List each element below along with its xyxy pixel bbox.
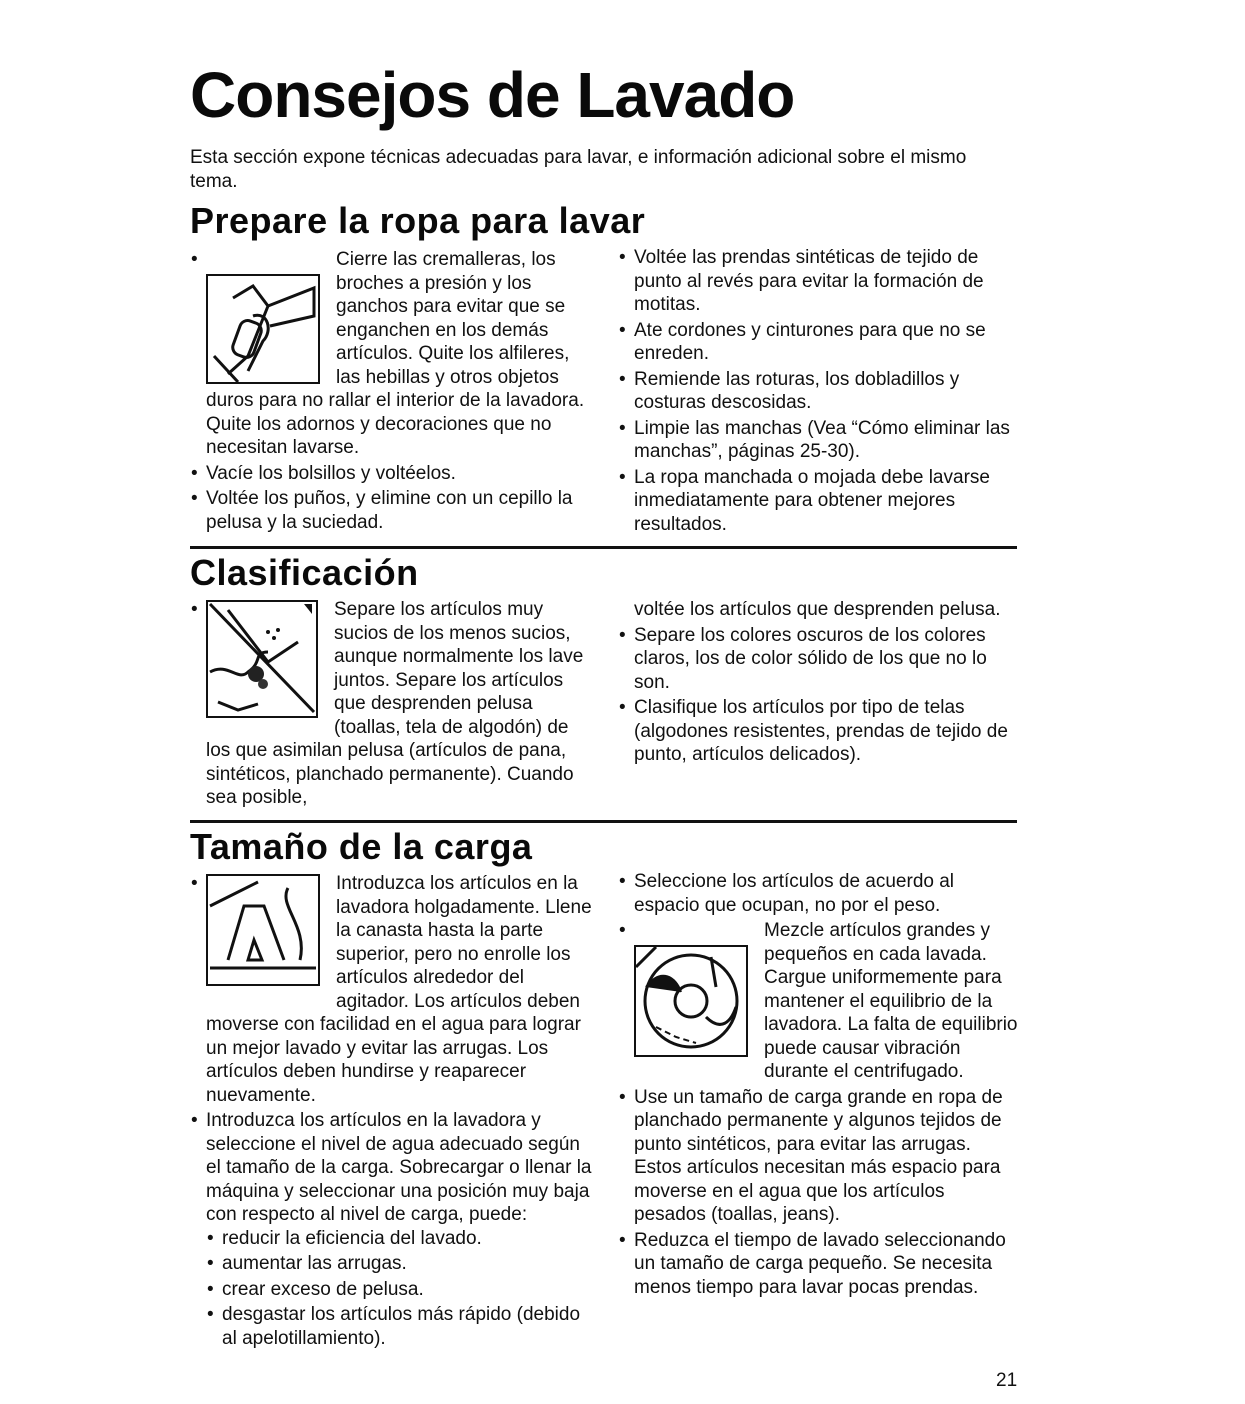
- heading-prepare: Prepare la ropa para lavar: [190, 200, 646, 241]
- list-item: • Seleccione los artículos de acuerdo al espacio que ocupan, no por el peso.: [618, 870, 1018, 917]
- page-number: 21: [996, 1370, 1018, 1391]
- list-item: • La ropa manchada o mojada debe lavarse inmediatamente para obtener mejores resultados.: [618, 466, 1018, 537]
- list-item: • Voltée los puños, y elimine con un cepillo la pelusa y la suciedad.: [190, 487, 590, 534]
- list-item: • Voltée las prendas sintéticas de tejido de punto al revés para evitar la formación de motitas.: [618, 246, 1018, 317]
- sorting-illustration: [206, 600, 318, 718]
- list-item: • Introduzca los artículos en la lavadora y seleccione el nivel de agua adecuado según el tamaño de la carga. Sobrecargar o llenar la máquina y seleccionar una posición muy baja con respecto al nivel de carga, puede: • reducir la eficiencia del lavado. • aumentar las arrugas. • crear exceso de pelusa. • desgastar los artículos más rápido (debido al apelotillamiento).: [190, 1109, 600, 1350]
- list-item: • Reduzca el tiempo de lavado seleccionando un tamaño de carga pequeño. Se necesita menos tiempo para lavar pocas prendas.: [618, 1229, 1018, 1300]
- section-divider: [190, 546, 1017, 549]
- agitator-illustration: [634, 945, 748, 1057]
- clasificacion-right-column: [618, 598, 1018, 769]
- sub-item: • reducir la eficiencia del lavado.: [206, 1227, 600, 1251]
- list-item: • Cierre las cremalleras, los broches a presión y los ganchos para evitar que se enganchen en los demás artículos. Quite los alfileres, las hebillas y otros objetos duros para no rallar el interior de la lavadora. Quite los adornos y decoraciones que no necesitan lavarse.: [190, 248, 590, 460]
- prepare-right-column: [618, 246, 1018, 538]
- list-item: • Mezcle artículos grandes y pequeños en cada lavada. Cargue uniformemente para mantener el equilibrio de la lavadora. La falta de equilibrio puede causar vibración durante el centrifugado.: [618, 919, 1018, 1084]
- continued-text: voltée los artículos que desprenden pelusa.: [634, 599, 1001, 620]
- list-item: • Separe los artículos muy sucios de los menos sucios, aunque normalmente los lave juntos. Separe los artículos que desprenden pelusa (toallas, tela de algodón) de los que asimilan pelusa (artículos de pana, sintéticos, planchado permanente). Cuando sea posible,: [190, 598, 590, 810]
- list-item: • Limpie las manchas (Vea “Cómo eliminar las manchas”, páginas 25-30).: [618, 417, 1018, 464]
- prepare-left-column: [190, 248, 590, 536]
- zipper-illustration: [206, 274, 320, 384]
- sub-item: • aumentar las arrugas.: [206, 1252, 600, 1276]
- heading-clasificacion: Clasificación: [190, 552, 419, 593]
- intro-text: Esta sección expone técnicas adecuadas para lavar, e información adicional sobre el mismo tema.: [190, 147, 967, 192]
- list-item: • Clasifique los artículos por tipo de telas (algodones resistentes, prendas de tejido de punto, artículos delicados).: [618, 696, 1018, 767]
- page-title: Consejos de Lavado: [190, 59, 795, 131]
- carga-left-column: [190, 872, 600, 1352]
- list-item: • Introduzca los artículos en la lavadora holgadamente. Llene la canasta hasta la parte superior, pero no enrolle los artículos alrededor del agitador. Los artículos deben moverse con facilidad en el agua para lograr un mejor lavado y evitar las arrugas. Los artículos deben hundirse y reaparecer nuevamente.: [190, 872, 600, 1107]
- clasificacion-left-column: [190, 598, 590, 812]
- list-item: • Ate cordones y cinturones para que no se enreden.: [618, 319, 1018, 366]
- heading-carga: Tamaño de la carga: [190, 826, 533, 867]
- list-item: • Use un tamaño de carga grande en ropa de planchado permanente y algunos tejidos de punto sintéticos, para evitar las arrugas. Estos artículos necesitan más espacio para moverse en el agua que los artículos pesados (toallas, jeans).: [618, 1086, 1018, 1227]
- carga-right-column: [618, 870, 1018, 1301]
- list-item: • Vacíe los bolsillos y voltéelos.: [190, 462, 590, 486]
- sub-item: • crear exceso de pelusa.: [206, 1278, 600, 1302]
- washer-load-illustration: [206, 874, 320, 986]
- section-divider: [190, 820, 1017, 823]
- list-item: • Remiende las roturas, los dobladillos y costuras descosidas.: [618, 368, 1018, 415]
- list-item: • Separe los colores oscuros de los colores claros, los de color sólido de los que no lo son.: [618, 624, 1018, 695]
- sub-item: • desgastar los artículos más rápido (debido al apelotillamiento).: [206, 1303, 600, 1350]
